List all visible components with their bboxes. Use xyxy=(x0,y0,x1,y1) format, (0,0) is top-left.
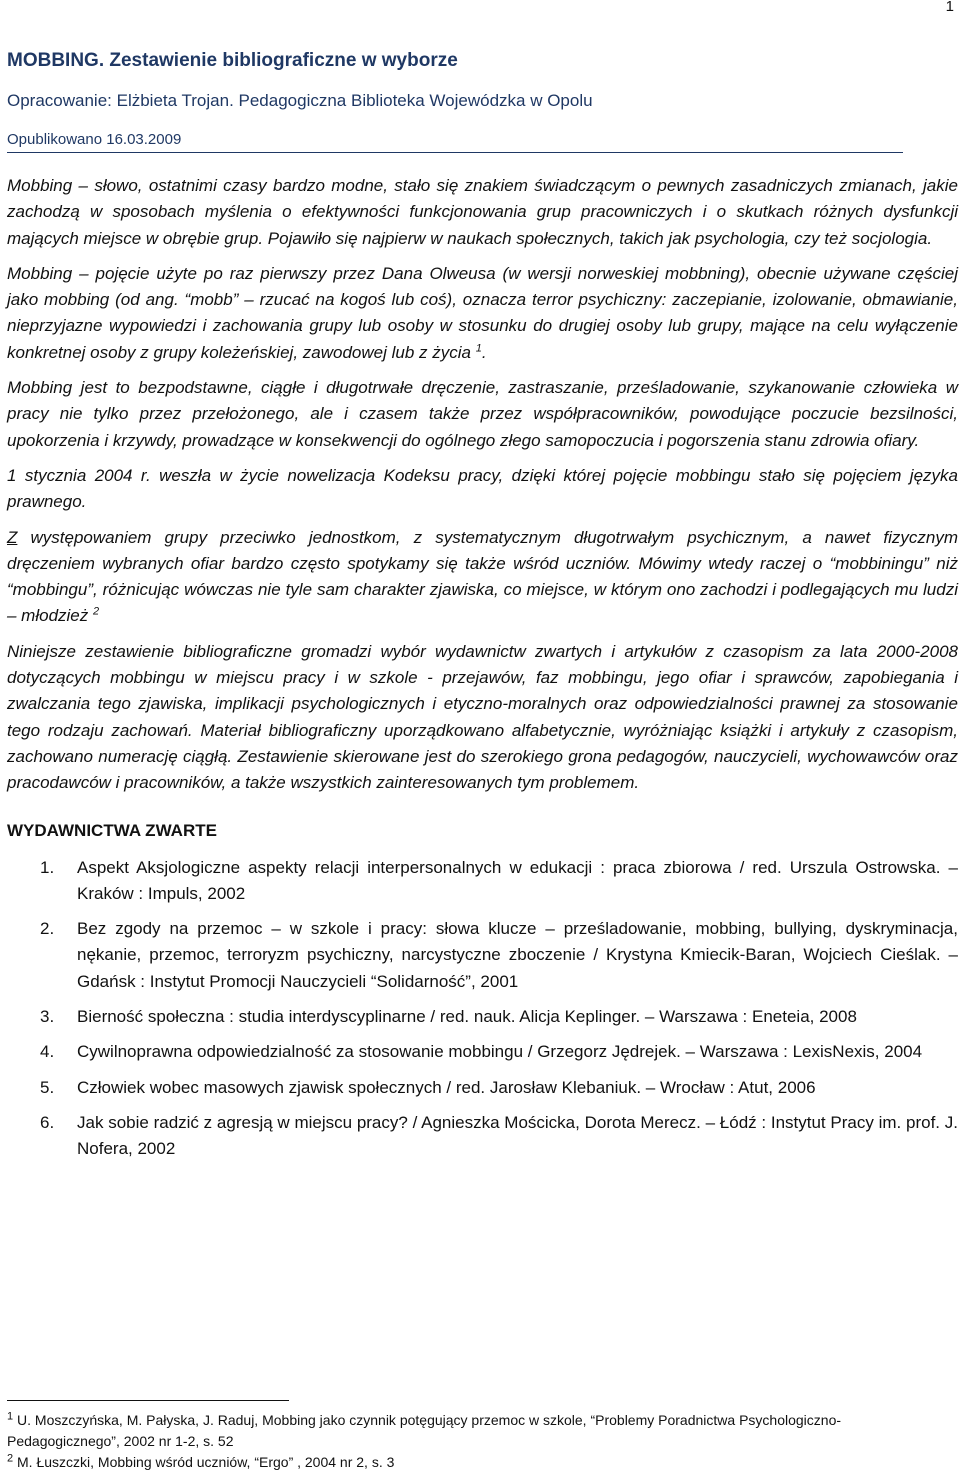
intro-paragraph-2 xyxy=(7,261,958,366)
list-item-number: 1. xyxy=(40,857,55,877)
intro-paragraph-1: Mobbing – słowo, ostatnimi czasy bardzo modne, stało się znakiem świadczącym o pewnych zasadniczych zmianach, jakie zachodzą w sposobach myślenia o efektywności funkcjonowania grup pracowniczych i o skutkach różnych dysfunkcji mających miejsce w obrębie grup. Pojawiło się najpierw w naukach społecznych, takich jak psychologia, czy też socjologia. xyxy=(7,176,958,248)
footnote-rule xyxy=(7,1400,289,1401)
intro-paragraph-6: Niniejsze zestawienie bibliograficzne gromadzi wybór wydawnictw zwartych i artykułów z czasopism za lata 2000-2008 dotyczących mobbingu w miejscu pracy i w szkole - przejawów, faz mobbingu, jego ofiar i sprawców, zapobiegania i zwalczania tego zjawiska, implikacji psychologicznych i etyczno-moralnych oraz odpowiedzialności prawnej za stosowanie tego rodzaju zachowań. Materiał bibliograficzny uporządkowano alfabetycznie, wyróżniając książki i artykuły z czasopism, zachowano numerację ciągłą. Zestawienie skierowane jest do szerokiego grona pedagogów, nauczycieli, wychowawców oraz pracodawców i pracowników, a także wszystkich zainteresowanych tym problemem. xyxy=(7,641,958,793)
intro-paragraph-4: 1 stycznia 2004 r. weszła w życie nowelizacja Kodeksu pracy, dzięki której pojęcie mobbingu stało się pojęciem języka prawnego. xyxy=(7,465,958,512)
list-item-text: Bez zgody na przemoc – w szkole i pracy: słowa klucze – prześladowanie, mobbing, bullying, dyskryminacja, nękanie, przemoc, terroryzm psychiczny, narcystyczne zboczenie / Krystyna Kmiecik-Baran, Wojciech Cieślak. – Gdańsk : Instytut Promocji Nauczycieli “Solidarność”, 2001 xyxy=(77,919,958,991)
prepared-by: Opracowanie: Elżbieta Trojan. Pedagogiczna Biblioteka Wojewódzka w Opolu xyxy=(7,91,593,110)
list-item xyxy=(7,1004,958,1030)
footnote-ref-1[interactable]: 1 xyxy=(475,342,482,355)
list-item xyxy=(7,855,958,908)
list-item-number: 4. xyxy=(40,1042,55,1062)
footnote-2 xyxy=(7,1452,947,1473)
list-item-number: 3. xyxy=(40,1007,55,1027)
list-item-text: Cywilnoprawna odpowiedzialność za stosowanie mobbingu / Grzegorz Jędrejek. – Warszawa : LexisNexis, 2004 xyxy=(77,1042,923,1062)
bibliography-list xyxy=(7,855,958,1163)
header-rule xyxy=(7,152,903,153)
page-number: 1 xyxy=(945,0,954,15)
intro-paragraph-2-text: Mobbing – pojęcie użyte po raz pierwszy przez Dana Olweusa (w wersji norweskiej mobbning), obecnie używane częściej jako mobbing (od ang. “mobb” – rzucać na kogoś lub coś), oznacza terror psychiczny: zaczepianie, izolowanie, obmawianie, nieprzyjazne wypowiedzi i zachowania grupy lub osoby w stosunku do drugiej osoby lub grupy, mające na celu wyłączenie konkretnej osoby z grupy koleżeńskiej, zawodowej lub z życia xyxy=(7,263,958,362)
intro-paragraph-2-end: . xyxy=(481,342,487,362)
footnote-mark: 2 xyxy=(7,1452,14,1465)
footnote-1 xyxy=(7,1410,947,1452)
list-item-text: Bierność społeczna : studia interdyscyplinarne / red. nauk. Alicja Keplinger. – Warszawa : Eneteia, 2008 xyxy=(77,1007,857,1027)
list-item-number: 6. xyxy=(40,1112,55,1132)
list-item xyxy=(7,1110,958,1163)
document-body xyxy=(7,173,958,1172)
footnote-mark: 1 xyxy=(7,1410,14,1423)
document-title: MOBBING. Zestawienie bibliograficzne w wyborze xyxy=(7,50,458,71)
list-item xyxy=(7,1039,958,1065)
intro-paragraph-3: Mobbing jest to bezpodstawne, ciągłe i długotrwałe dręczenie, zastraszanie, prześladowanie, szykanowanie człowieka w pracy nie tylko przez przełożonego, ale i czasem także przez współpracowników, powodujące poczucie bezsilności, upokorzenia i krzywdy, prowadzące w konsekwencji do ogólnego złego samopoczucia i pogorszenia stanu zdrowia ofiary. xyxy=(7,378,958,450)
list-item-number: 2. xyxy=(40,919,55,939)
footnote-text: M. Łuszczki, Mobbing wśród uczniów, “Ergo” , 2004 nr 2, s. 3 xyxy=(13,1454,395,1470)
intro-paragraph-5-lead: Z xyxy=(7,527,18,547)
list-item xyxy=(7,1075,958,1101)
publication-date: Opublikowano 16.03.2009 xyxy=(7,131,182,148)
footnote-text: U. Moszczyńska, M. Pałyska, J. Raduj, Mobbing jako czynnik potęgujący przemoc w szkole, “Problemy Poradnictwa Psychologiczno-Pedagogicznego”, 2002 nr 1-2, s. 52 xyxy=(7,1412,842,1449)
intro-paragraph-5 xyxy=(7,525,958,630)
list-item-number: 5. xyxy=(40,1077,55,1097)
list-item-text: Człowiek wobec masowych zjawisk społecznych / red. Jarosław Klebaniuk. – Wrocław : Atut, 2006 xyxy=(77,1077,816,1097)
list-item-text: Aspekt Aksjologiczne aspekty relacji interpersonalnych w edukacji : praca zbiorowa / red. Urszula Ostrowska. – Kraków : Impuls, 2002 xyxy=(77,857,958,903)
list-item xyxy=(7,916,958,995)
intro-paragraph-5-text: występowaniem grupy przeciwko jednostkom, z systematycznym długotrwałym psychicznym, a nawet fizycznym dręczeniem wybranych ofiar bardzo często spotykamy się także wśród uczniów. Mówimy wtedy raczej o “mobbiningu” niż “mobbingu”, różnicując wówczas nie tyle sam charakter zjawiska, co miejsce, w którym ono zachodzi i podlegających mu ludzi – młodzież xyxy=(7,527,958,626)
section-heading: WYDAWNICTWA ZWARTE xyxy=(7,820,217,840)
footnote-ref-2[interactable]: 2 xyxy=(93,605,100,618)
list-item-text: Jak sobie radzić z agresją w miejscu pracy? / Agnieszka Mościcka, Dorota Merecz. – Łódź : Instytut Pracy im. prof. J. Nofera, 2002 xyxy=(77,1112,958,1159)
footnotes xyxy=(7,1410,947,1473)
